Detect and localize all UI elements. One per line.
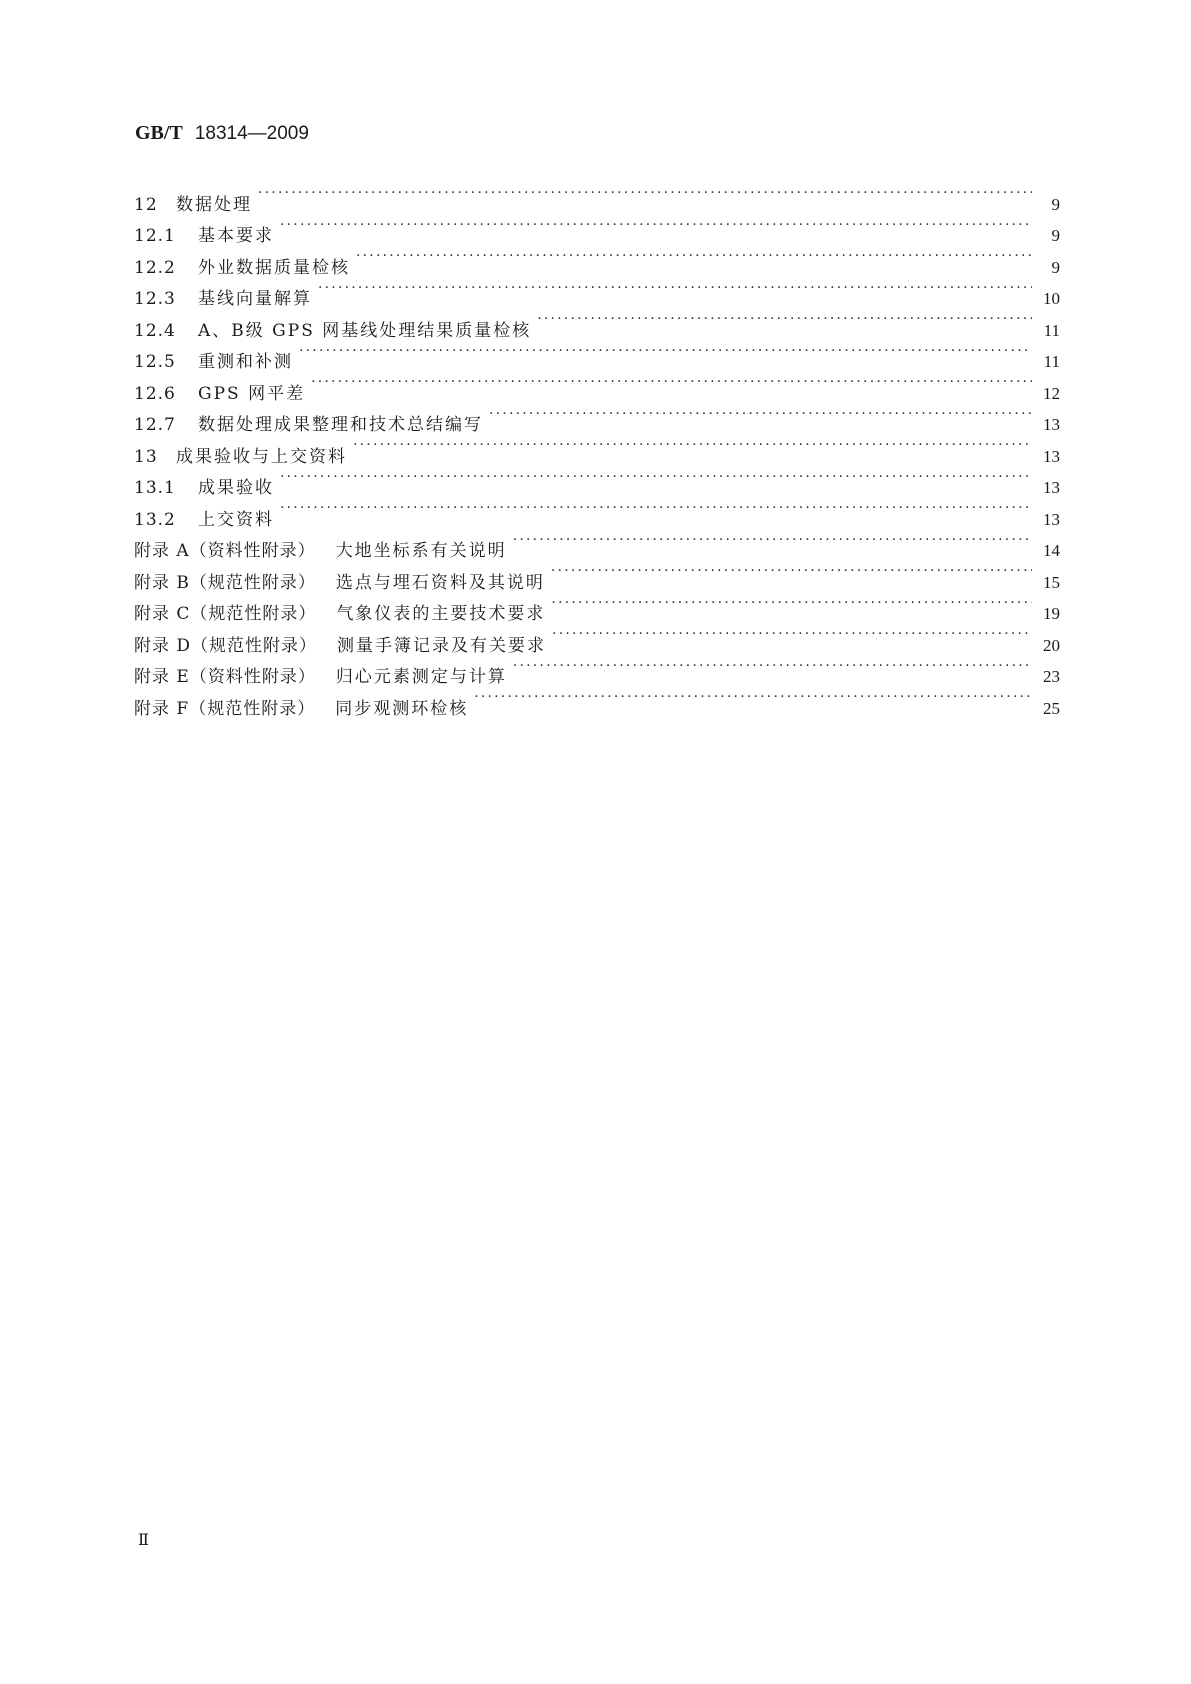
toc-entry-title: 上交资料 [198, 509, 274, 530]
toc-entry-page: 13 [1043, 509, 1060, 529]
toc-entry[interactable] [134, 178, 1060, 215]
dot-leader [551, 556, 1032, 588]
toc-entry-number: 12.2 [134, 257, 176, 278]
toc-entry-number: 12 [134, 194, 158, 215]
toc-entry-page: 9 [1051, 257, 1060, 277]
toc-entry-page: 12 [1043, 383, 1060, 403]
toc-entry-title: GPS 网平差 [198, 383, 306, 404]
annex-label: 附录 C（规范性附录） [134, 604, 317, 624]
toc-entry-page: 13 [1043, 415, 1060, 434]
dot-leader [513, 651, 1032, 683]
toc-entry-title: 成果验收与上交资料 [176, 446, 347, 467]
toc-entry-page: 11 [1043, 352, 1060, 371]
toc-entry-number: 13 [134, 446, 158, 467]
annex-label: 附录 B（规范性附录） [134, 572, 316, 593]
toc-entry-title: 数据处理成果整理和技术总结编写 [198, 415, 483, 435]
toc-entry-page: 10 [1043, 289, 1060, 308]
annex-title: 同步观测环检核 [335, 698, 469, 719]
dot-leader [280, 462, 1032, 494]
annex-page: 14 [1043, 541, 1060, 560]
dot-leader [537, 304, 1032, 336]
annex-title: 测量手簿记录及有关要求 [337, 635, 547, 656]
toc-entry-title: 重测和补测 [198, 352, 293, 372]
annex-page: 19 [1043, 604, 1060, 623]
dot-leader [258, 178, 1032, 210]
toc-entry-title: 数据处理 [176, 194, 252, 215]
dot-leader [552, 619, 1032, 651]
table-of-contents [134, 178, 1060, 719]
toc-entry-number: 12.3 [134, 289, 176, 309]
toc-entry-title: 外业数据质量检核 [198, 257, 350, 278]
toc-entry-number: 12.1 [134, 226, 176, 246]
annex-label: 附录 D（规范性附录） [134, 635, 318, 656]
toc-entry-number: 12.5 [134, 352, 176, 372]
toc-entry-page: 13 [1043, 478, 1060, 497]
annex-page: 23 [1043, 667, 1060, 686]
annex-label: 附录 F（规范性附录） [134, 698, 316, 719]
toc-entry-page: 13 [1043, 446, 1060, 466]
dot-leader [474, 682, 1032, 714]
annex-label: 附录 E（资料性附录） [134, 667, 316, 687]
page-header [135, 122, 309, 145]
toc-entry-number: 13.2 [134, 509, 176, 530]
dot-leader [311, 367, 1032, 399]
toc-entry-number: 12.4 [134, 320, 176, 341]
dot-leader [513, 525, 1032, 557]
dot-leader [353, 430, 1032, 462]
toc-entry-page: 9 [1051, 194, 1060, 214]
toc-entry-number: 12.7 [134, 415, 176, 435]
standard-number: 18314—2009 [194, 123, 309, 144]
annex-page: 25 [1043, 698, 1060, 718]
dot-leader [280, 493, 1032, 525]
toc-entry-title: 基本要求 [198, 226, 274, 246]
page-number: Ⅱ [138, 1532, 150, 1549]
toc-entry-title: 基线向量解算 [198, 289, 312, 309]
annex-page: 20 [1043, 635, 1060, 655]
annex-title: 大地坐标系有关说明 [335, 541, 507, 561]
dot-leader [356, 241, 1032, 273]
toc-entry-title: 成果验收 [198, 478, 274, 498]
dot-leader [299, 336, 1032, 368]
toc-entry-title: A、B级 GPS 网基线处理结果质量检核 [198, 320, 532, 341]
dot-leader [551, 588, 1032, 620]
annex-label: 附录 A（资料性附录） [134, 541, 316, 561]
dot-leader [489, 399, 1032, 431]
dot-leader [318, 273, 1032, 305]
annex-title: 气象仪表的主要技术要求 [336, 604, 546, 624]
annex-title: 归心元素测定与计算 [335, 667, 507, 687]
toc-entry-number: 12.6 [134, 383, 176, 404]
dot-leader [280, 210, 1032, 242]
toc-entry-page: 11 [1043, 320, 1060, 340]
annex-page: 15 [1043, 572, 1060, 592]
toc-entry-number: 13.1 [134, 478, 176, 498]
toc-entry-page: 9 [1051, 226, 1060, 245]
toc-entry[interactable] [134, 210, 1060, 246]
standard-code: GB/T [135, 122, 183, 144]
annex-title: 选点与埋石资料及其说明 [335, 572, 545, 593]
